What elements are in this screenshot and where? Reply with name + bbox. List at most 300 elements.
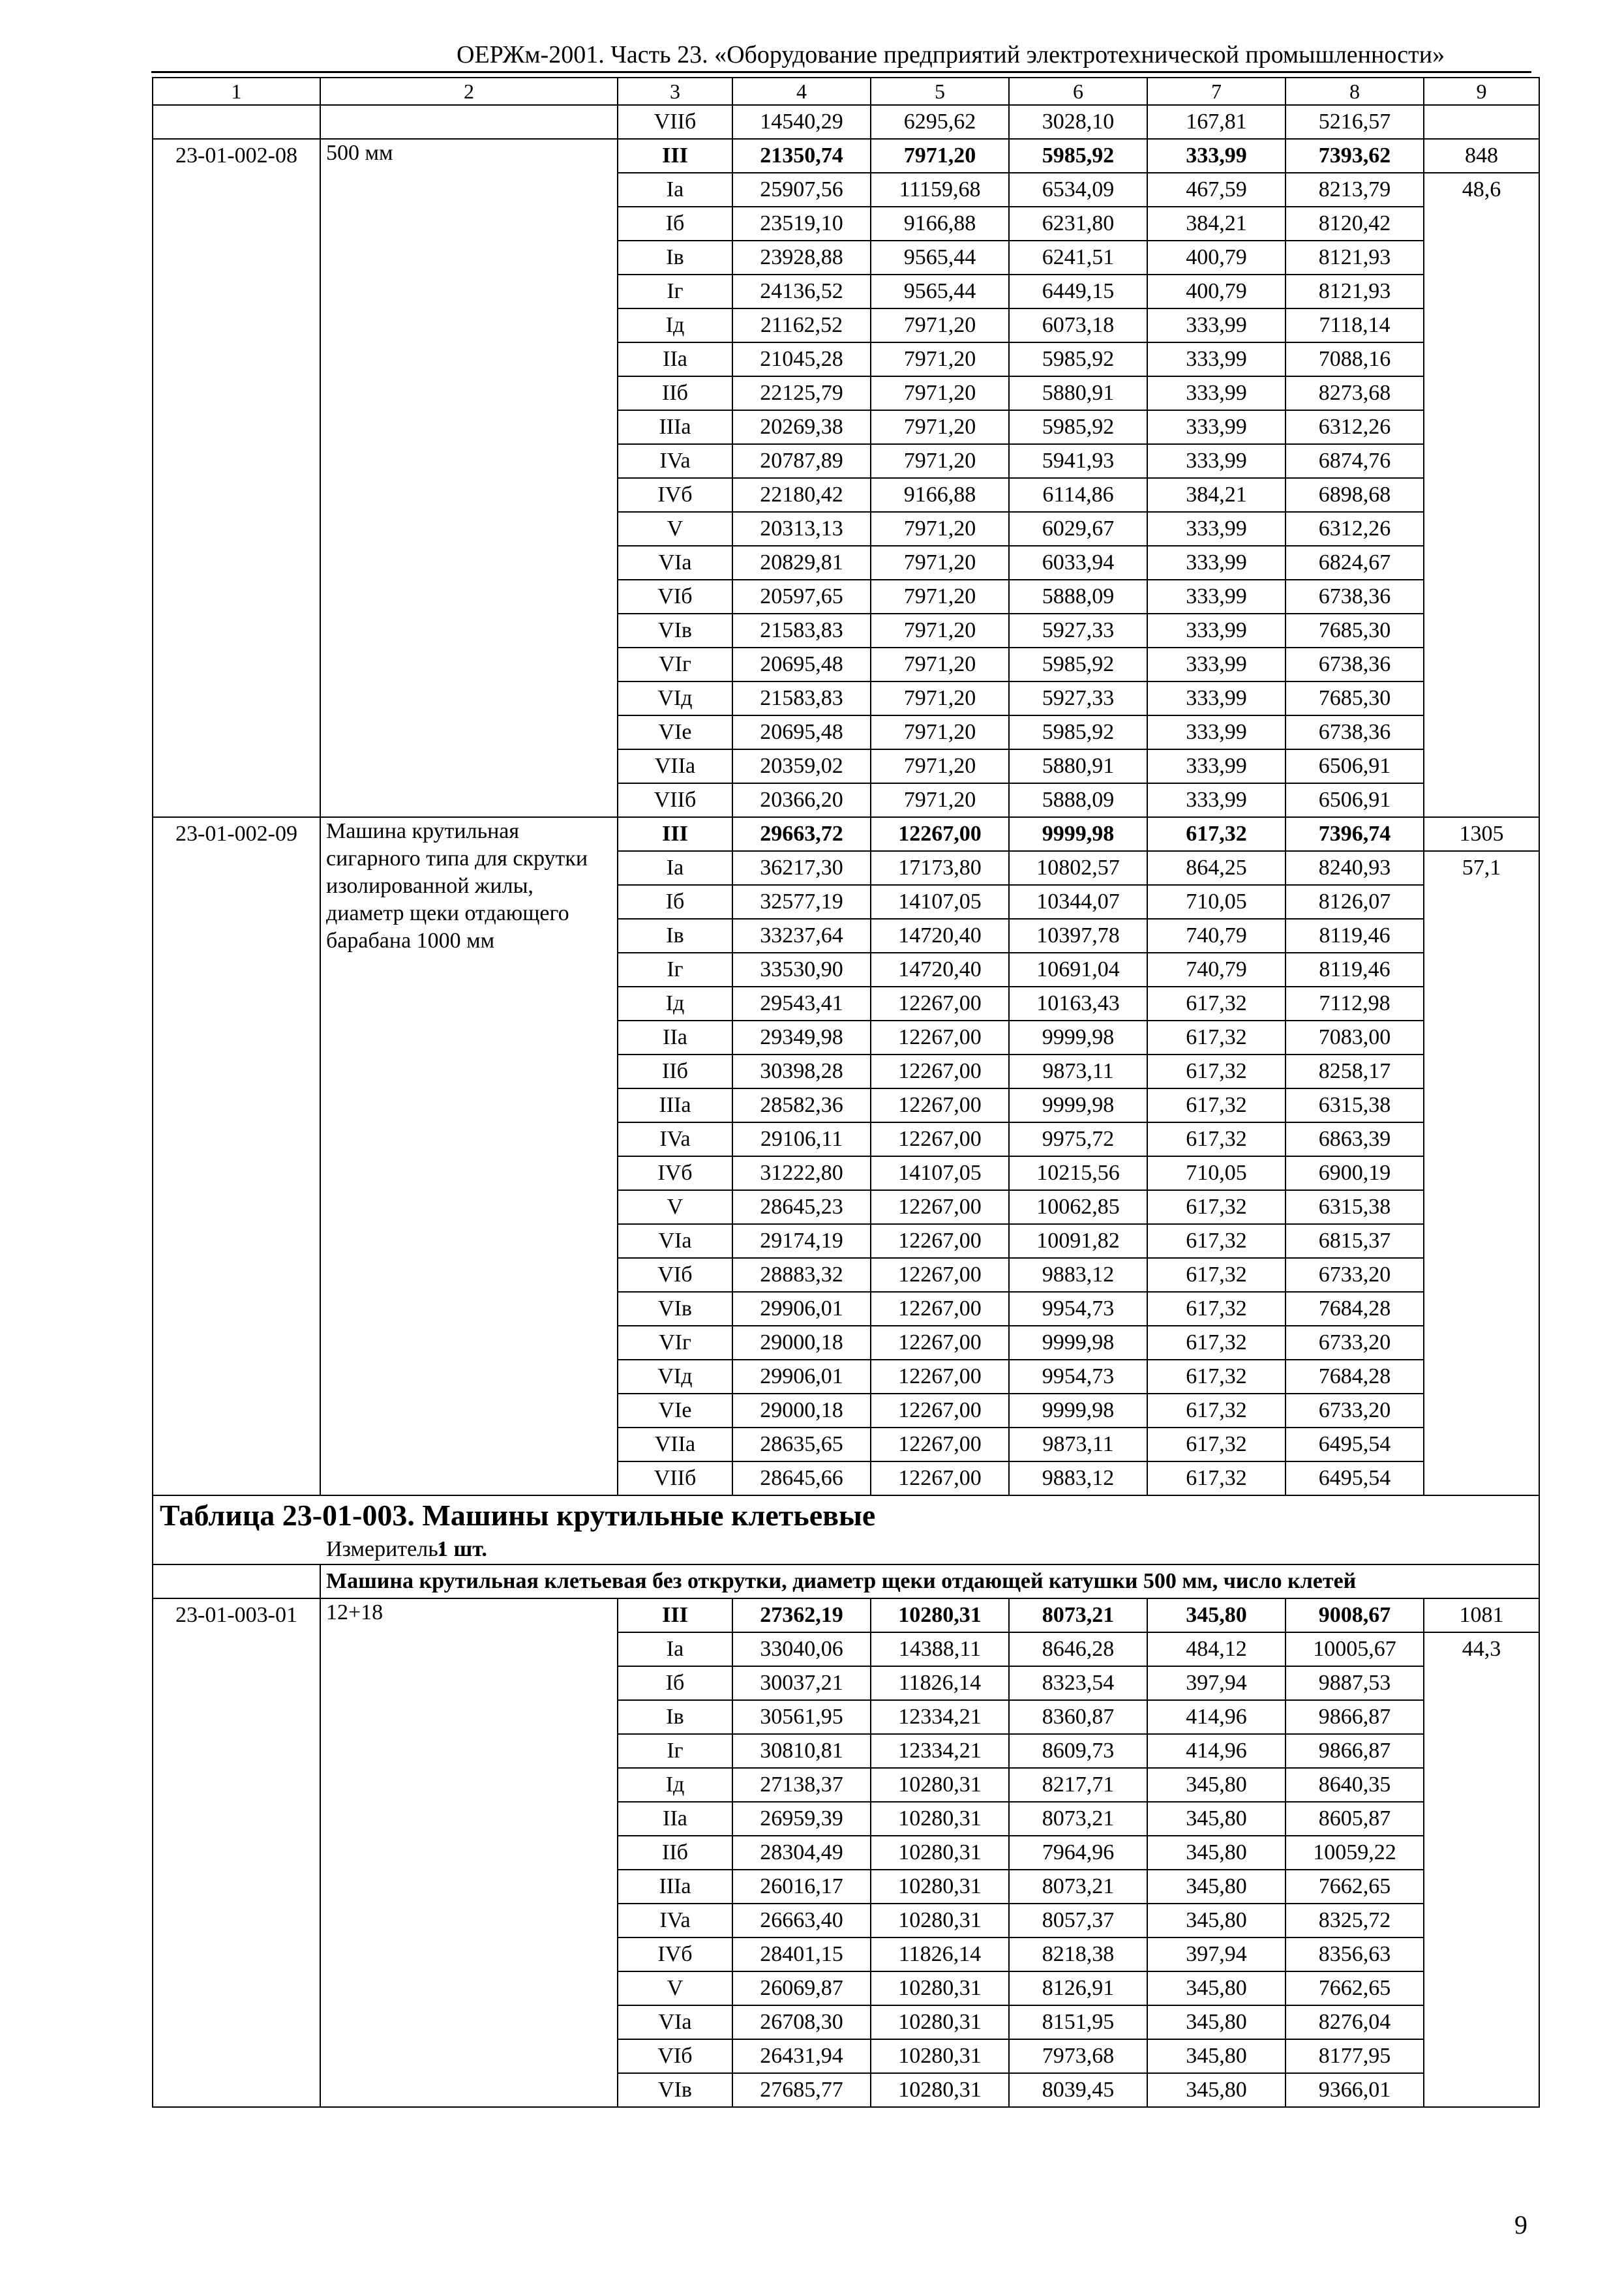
- value-cell-c4: 25907,56: [732, 173, 871, 207]
- value-cell-c5: 7971,20: [871, 410, 1009, 444]
- value-cell-c4: 26069,87: [732, 1971, 871, 2005]
- value-cell-c8: 6824,67: [1286, 546, 1424, 580]
- value-cell-c4: 20787,89: [732, 444, 871, 478]
- value-cell-c8: 6315,38: [1286, 1088, 1424, 1122]
- value-cell-c8: 7684,28: [1286, 1292, 1424, 1326]
- table-title-row: [153, 1495, 1539, 1535]
- value-cell-c8: 8640,35: [1286, 1768, 1424, 1802]
- column-number-row: [153, 78, 1539, 105]
- value-cell-c4: 21162,52: [732, 308, 871, 342]
- value-cell-c7: 333,99: [1147, 444, 1286, 478]
- value-cell-c6: 10215,56: [1009, 1156, 1147, 1190]
- column-number: 9: [1424, 78, 1539, 105]
- value-cell-c7: 414,96: [1147, 1734, 1286, 1768]
- zone-cell: VIб: [618, 580, 732, 614]
- value-cell-c4: 28883,32: [732, 1258, 871, 1292]
- value-cell-c7: 414,96: [1147, 1700, 1286, 1734]
- value-cell-c6: 10344,07: [1009, 885, 1147, 919]
- value-cell-c5: 7971,20: [871, 512, 1009, 546]
- zone-cell: Iд: [618, 987, 732, 1021]
- value-cell-c4: 21583,83: [732, 681, 871, 715]
- value-cell-c8: 9866,87: [1286, 1700, 1424, 1734]
- value-cell-c4: 26016,17: [732, 1870, 871, 1904]
- value-cell-c5: 7971,20: [871, 648, 1009, 681]
- value-cell-c7: 400,79: [1147, 241, 1286, 275]
- value-cell-c8: 6863,39: [1286, 1122, 1424, 1156]
- value-cell-c7: 333,99: [1147, 410, 1286, 444]
- value-cell-c5: 7971,20: [871, 139, 1009, 173]
- value-cell-c7: 333,99: [1147, 580, 1286, 614]
- value-cell-c8: 6733,20: [1286, 1394, 1424, 1428]
- zone-cell: VIв: [618, 2073, 732, 2107]
- header-rule: [151, 71, 1531, 73]
- value-cell-c8: 7685,30: [1286, 681, 1424, 715]
- value-cell-c4: 29663,72: [732, 817, 871, 851]
- value-cell-c6: 5880,91: [1009, 749, 1147, 783]
- value-cell-c8: 8119,46: [1286, 953, 1424, 987]
- value-cell-c4: 29174,19: [732, 1224, 871, 1258]
- value-cell-c5: 10280,31: [871, 1836, 1009, 1870]
- value-cell-c5: 12267,00: [871, 1461, 1009, 1495]
- value-cell-c6: 5927,33: [1009, 614, 1147, 648]
- zone-cell: IIa: [618, 1021, 732, 1055]
- zone-cell: IIIa: [618, 410, 732, 444]
- value-cell-c4: 33040,06: [732, 1632, 871, 1666]
- value-cell-c5: 7971,20: [871, 444, 1009, 478]
- value-cell-c6: 9883,12: [1009, 1461, 1147, 1495]
- value-cell-c6: 5941,93: [1009, 444, 1147, 478]
- zone-cell: Ia: [618, 1632, 732, 1666]
- zone-cell: Ia: [618, 851, 732, 885]
- value-cell-c6: 6073,18: [1009, 308, 1147, 342]
- value-cell-c5: 17173,80: [871, 851, 1009, 885]
- zone-cell: IVб: [618, 1937, 732, 1971]
- value-cell-c8: 6733,20: [1286, 1258, 1424, 1292]
- zone-cell: VIб: [618, 1258, 732, 1292]
- value-cell-c6: 5927,33: [1009, 681, 1147, 715]
- value-cell-c6: 10091,82: [1009, 1224, 1147, 1258]
- col9-top: 848: [1424, 139, 1539, 173]
- value-cell-c8: 5216,57: [1286, 105, 1424, 139]
- value-cell-c6: 9873,11: [1009, 1055, 1147, 1088]
- value-cell-c6: 6449,15: [1009, 275, 1147, 308]
- value-cell-c8: 6312,26: [1286, 410, 1424, 444]
- subheading-spacer: [153, 1564, 320, 1598]
- value-cell-c7: 345,80: [1147, 2073, 1286, 2107]
- col9-bottom: 44,3: [1424, 1632, 1539, 2107]
- value-cell-c8: 6900,19: [1286, 1156, 1424, 1190]
- zone-cell: VIIб: [618, 1461, 732, 1495]
- value-cell-c7: 333,99: [1147, 614, 1286, 648]
- value-cell-c7: 345,80: [1147, 1870, 1286, 1904]
- value-cell-c6: 5888,09: [1009, 783, 1147, 817]
- value-cell-c7: 617,32: [1147, 1088, 1286, 1122]
- value-cell-c7: 617,32: [1147, 987, 1286, 1021]
- value-cell-c7: 710,05: [1147, 885, 1286, 919]
- value-cell-c8: 8121,93: [1286, 275, 1424, 308]
- value-cell-c5: 14107,05: [871, 885, 1009, 919]
- zone-cell: VIe: [618, 1394, 732, 1428]
- value-cell-c7: 345,80: [1147, 1971, 1286, 2005]
- table-title: Таблица 23-01-003. Машины крутильные клетьевые: [153, 1495, 1539, 1535]
- zone-cell: III: [618, 817, 732, 851]
- zone-cell: III: [618, 1598, 732, 1632]
- value-cell-c8: 6738,36: [1286, 715, 1424, 749]
- zone-cell: Iв: [618, 241, 732, 275]
- zone-cell: VIд: [618, 1360, 732, 1394]
- value-cell-c7: 617,32: [1147, 1394, 1286, 1428]
- value-cell-c7: 333,99: [1147, 139, 1286, 173]
- value-cell-c5: 14720,40: [871, 919, 1009, 953]
- value-cell-c5: 10280,31: [871, 2039, 1009, 2073]
- value-cell-c6: 9999,98: [1009, 1021, 1147, 1055]
- value-cell-c5: 7971,20: [871, 715, 1009, 749]
- unit-label: Измеритель:: [326, 1537, 445, 1561]
- value-cell-c4: 21350,74: [732, 139, 871, 173]
- value-cell-c5: 7971,20: [871, 681, 1009, 715]
- table-row: [153, 817, 1539, 851]
- value-cell-c5: 10280,31: [871, 2073, 1009, 2107]
- value-cell-c4: 23928,88: [732, 241, 871, 275]
- value-cell-c7: 740,79: [1147, 919, 1286, 953]
- value-cell-c4: 21045,28: [732, 342, 871, 376]
- value-cell-c7: 333,99: [1147, 715, 1286, 749]
- zone-cell: IVб: [618, 478, 732, 512]
- value-cell-c8: 8273,68: [1286, 376, 1424, 410]
- value-cell-c4: 32577,19: [732, 885, 871, 919]
- value-cell-c8: 7088,16: [1286, 342, 1424, 376]
- value-cell-c5: 7971,20: [871, 308, 1009, 342]
- zone-cell: IIIa: [618, 1870, 732, 1904]
- value-cell-c6: 8218,38: [1009, 1937, 1147, 1971]
- value-cell-c6: 10802,57: [1009, 851, 1147, 885]
- value-cell-c7: 617,32: [1147, 1224, 1286, 1258]
- zone-cell: Iг: [618, 953, 732, 987]
- value-cell-c6: 8057,37: [1009, 1904, 1147, 1937]
- value-cell-c8: 10005,67: [1286, 1632, 1424, 1666]
- value-cell-c7: 617,32: [1147, 1292, 1286, 1326]
- value-cell-c8: 9887,53: [1286, 1666, 1424, 1700]
- column-number: 7: [1147, 78, 1286, 105]
- zone-cell: Iд: [618, 1768, 732, 1802]
- value-cell-c4: 30810,81: [732, 1734, 871, 1768]
- value-cell-c5: 10280,31: [871, 1971, 1009, 2005]
- value-cell-c7: 467,59: [1147, 173, 1286, 207]
- unit-row: [153, 1535, 1539, 1564]
- zone-cell: Iв: [618, 919, 732, 953]
- value-cell-c5: 12334,21: [871, 1700, 1009, 1734]
- value-cell-c5: 12267,00: [871, 1190, 1009, 1224]
- zone-cell: V: [618, 512, 732, 546]
- value-cell-c6: 8073,21: [1009, 1870, 1147, 1904]
- value-cell-c4: 20829,81: [732, 546, 871, 580]
- value-cell-c8: 8213,79: [1286, 173, 1424, 207]
- value-cell-c6: 6231,80: [1009, 207, 1147, 241]
- value-cell-c8: 8325,72: [1286, 1904, 1424, 1937]
- zone-cell: Iв: [618, 1700, 732, 1734]
- value-cell-c5: 11826,14: [871, 1937, 1009, 1971]
- value-cell-c5: 12267,00: [871, 1055, 1009, 1088]
- zone-cell: VIIб: [618, 105, 732, 139]
- value-cell-c8: 8258,17: [1286, 1055, 1424, 1088]
- value-cell-c8: 8126,07: [1286, 885, 1424, 919]
- value-cell-c7: 617,32: [1147, 1190, 1286, 1224]
- value-cell-c6: 8073,21: [1009, 1802, 1147, 1836]
- value-cell-c4: 21583,83: [732, 614, 871, 648]
- value-cell-c5: 12267,00: [871, 1021, 1009, 1055]
- zone-cell: VIa: [618, 1224, 732, 1258]
- table-row: [153, 139, 1539, 173]
- value-cell-c8: 6738,36: [1286, 580, 1424, 614]
- unit-value: 1 шт.: [437, 1537, 487, 1561]
- value-cell-c5: 7971,20: [871, 376, 1009, 410]
- value-cell-c4: 20359,02: [732, 749, 871, 783]
- value-cell-c6: 9999,98: [1009, 817, 1147, 851]
- value-cell-c7: 333,99: [1147, 546, 1286, 580]
- value-cell-c5: 12267,00: [871, 987, 1009, 1021]
- value-cell-c6: 8151,95: [1009, 2005, 1147, 2039]
- value-cell-c7: 617,32: [1147, 1021, 1286, 1055]
- value-cell-c8: 6506,91: [1286, 749, 1424, 783]
- zone-cell: VIд: [618, 681, 732, 715]
- value-cell-c8: 7393,62: [1286, 139, 1424, 173]
- value-cell-c4: 27362,19: [732, 1598, 871, 1632]
- value-cell-c8: 6315,38: [1286, 1190, 1424, 1224]
- value-cell-c6: 6033,94: [1009, 546, 1147, 580]
- zone-cell: IIa: [618, 1802, 732, 1836]
- value-cell-c4: 29349,98: [732, 1021, 871, 1055]
- value-cell-c7: 400,79: [1147, 275, 1286, 308]
- value-cell-c7: 333,99: [1147, 648, 1286, 681]
- code-cell: [153, 105, 320, 139]
- value-cell-c4: 30037,21: [732, 1666, 871, 1700]
- value-cell-c8: 6495,54: [1286, 1428, 1424, 1461]
- value-cell-c4: 26959,39: [732, 1802, 871, 1836]
- value-cell-c7: 617,32: [1147, 1122, 1286, 1156]
- value-cell-c4: 26431,94: [732, 2039, 871, 2073]
- value-cell-c6: 8217,71: [1009, 1768, 1147, 1802]
- value-cell-c8: 6733,20: [1286, 1326, 1424, 1360]
- value-cell-c4: 28304,49: [732, 1836, 871, 1870]
- value-cell-c4: 27685,77: [732, 2073, 871, 2107]
- value-cell-c4: 28582,36: [732, 1088, 871, 1122]
- value-cell-c6: 8073,21: [1009, 1598, 1147, 1632]
- value-cell-c4: 28645,23: [732, 1190, 871, 1224]
- value-cell-c4: 22125,79: [732, 376, 871, 410]
- value-cell-c4: 28645,66: [732, 1461, 871, 1495]
- col9-top: 1081: [1424, 1598, 1539, 1632]
- value-cell-c7: 864,25: [1147, 851, 1286, 885]
- zone-cell: IIa: [618, 342, 732, 376]
- item-name: 500 мм: [320, 139, 618, 817]
- value-cell-c4: 30398,28: [732, 1055, 871, 1088]
- column-number: 1: [153, 78, 320, 105]
- value-cell-c7: 710,05: [1147, 1156, 1286, 1190]
- item-code: 23-01-003-01: [153, 1598, 320, 2107]
- column-number: 3: [618, 78, 732, 105]
- value-cell-c5: 10280,31: [871, 2005, 1009, 2039]
- value-cell-c6: 10062,85: [1009, 1190, 1147, 1224]
- value-cell-c6: 8126,91: [1009, 1971, 1147, 2005]
- value-cell-c5: 12267,00: [871, 1224, 1009, 1258]
- value-cell-c7: 617,32: [1147, 1428, 1286, 1461]
- value-cell-c5: 14107,05: [871, 1156, 1009, 1190]
- value-cell-c6: 8609,73: [1009, 1734, 1147, 1768]
- value-cell-c4: 27138,37: [732, 1768, 871, 1802]
- value-cell-c6: 10691,04: [1009, 953, 1147, 987]
- zone-cell: Iб: [618, 885, 732, 919]
- value-cell-c7: 333,99: [1147, 342, 1286, 376]
- norms-table: [152, 77, 1540, 2108]
- value-cell-c7: 397,94: [1147, 1937, 1286, 1971]
- zone-cell: Ia: [618, 173, 732, 207]
- item-name: Машина крутильная сигарного типа для скрутки изолированной жилы, диаметр щеки отдающего барабана 1000 мм: [320, 817, 618, 1495]
- value-cell-c8: 8120,42: [1286, 207, 1424, 241]
- value-cell-c5: 12267,00: [871, 1088, 1009, 1122]
- value-cell-c8: 7662,65: [1286, 1870, 1424, 1904]
- value-cell-c4: 26708,30: [732, 2005, 871, 2039]
- zone-cell: III: [618, 139, 732, 173]
- value-cell-c4: 31222,80: [732, 1156, 871, 1190]
- value-cell-c6: 5985,92: [1009, 648, 1147, 681]
- value-cell-c8: 8177,95: [1286, 2039, 1424, 2073]
- value-cell-c8: 7112,98: [1286, 987, 1424, 1021]
- value-cell-c7: 384,21: [1147, 207, 1286, 241]
- value-cell-c8: 6898,68: [1286, 478, 1424, 512]
- col9-bottom: 57,1: [1424, 851, 1539, 1495]
- value-cell-c8: 7396,74: [1286, 817, 1424, 851]
- value-cell-c8: 7684,28: [1286, 1360, 1424, 1394]
- value-cell-c5: 10280,31: [871, 1768, 1009, 1802]
- column-number: 6: [1009, 78, 1147, 105]
- zone-cell: VIIб: [618, 783, 732, 817]
- zone-cell: IVa: [618, 444, 732, 478]
- value-cell-c4: 29906,01: [732, 1292, 871, 1326]
- value-cell-c6: 9999,98: [1009, 1088, 1147, 1122]
- value-cell-c8: 8356,63: [1286, 1937, 1424, 1971]
- value-cell-c7: 333,99: [1147, 376, 1286, 410]
- value-cell-c4: 28401,15: [732, 1937, 871, 1971]
- subheading-row: [153, 1564, 1539, 1598]
- value-cell-c8: 8605,87: [1286, 1802, 1424, 1836]
- value-cell-c6: 8360,87: [1009, 1700, 1147, 1734]
- value-cell-c8: 9866,87: [1286, 1734, 1424, 1768]
- unit-cell: [153, 1535, 1539, 1564]
- value-cell-c6: 5985,92: [1009, 715, 1147, 749]
- value-cell-c6: 3028,10: [1009, 105, 1147, 139]
- value-cell-c7: 617,32: [1147, 1461, 1286, 1495]
- zone-cell: Iд: [618, 308, 732, 342]
- item-name: 12+18: [320, 1598, 618, 2107]
- value-cell-c7: 345,80: [1147, 1598, 1286, 1632]
- value-cell-c5: 12267,00: [871, 1122, 1009, 1156]
- value-cell-c7: 617,32: [1147, 1258, 1286, 1292]
- page-number: 9: [1514, 2210, 1527, 2239]
- value-cell-c5: 9565,44: [871, 241, 1009, 275]
- value-cell-c4: 28635,65: [732, 1428, 871, 1461]
- value-cell-c5: 12267,00: [871, 1292, 1009, 1326]
- value-cell-c4: 33530,90: [732, 953, 871, 987]
- value-cell-c6: 5888,09: [1009, 580, 1147, 614]
- value-cell-c8: 7083,00: [1286, 1021, 1424, 1055]
- col9-cell: [1424, 105, 1539, 139]
- zone-cell: VIв: [618, 1292, 732, 1326]
- value-cell-c6: 6534,09: [1009, 173, 1147, 207]
- column-number: 4: [732, 78, 871, 105]
- value-cell-c7: 345,80: [1147, 2039, 1286, 2073]
- value-cell-c4: 20269,38: [732, 410, 871, 444]
- zone-cell: V: [618, 1190, 732, 1224]
- col9-top: 1305: [1424, 817, 1539, 851]
- value-cell-c5: 10280,31: [871, 1598, 1009, 1632]
- value-cell-c6: 5985,92: [1009, 342, 1147, 376]
- value-cell-c4: 29106,11: [732, 1122, 871, 1156]
- zone-cell: VIIa: [618, 1428, 732, 1461]
- value-cell-c8: 8240,93: [1286, 851, 1424, 885]
- zone-cell: Iб: [618, 207, 732, 241]
- value-cell-c6: 5985,92: [1009, 139, 1147, 173]
- item-code: 23-01-002-08: [153, 139, 320, 817]
- value-cell-c5: 9166,88: [871, 207, 1009, 241]
- value-cell-c8: 9366,01: [1286, 2073, 1424, 2107]
- value-cell-c5: 11159,68: [871, 173, 1009, 207]
- value-cell-c7: 345,80: [1147, 1802, 1286, 1836]
- value-cell-c6: 9975,72: [1009, 1122, 1147, 1156]
- zone-cell: IIIa: [618, 1088, 732, 1122]
- value-cell-c7: 333,99: [1147, 681, 1286, 715]
- value-cell-c6: 5880,91: [1009, 376, 1147, 410]
- table-row: [153, 105, 1539, 139]
- col9-bottom: 48,6: [1424, 173, 1539, 817]
- value-cell-c6: 9999,98: [1009, 1326, 1147, 1360]
- value-cell-c6: 9954,73: [1009, 1292, 1147, 1326]
- value-cell-c5: 12267,00: [871, 1258, 1009, 1292]
- value-cell-c7: 345,80: [1147, 1904, 1286, 1937]
- value-cell-c4: 22180,42: [732, 478, 871, 512]
- value-cell-c7: 617,32: [1147, 1055, 1286, 1088]
- value-cell-c5: 9565,44: [871, 275, 1009, 308]
- value-cell-c5: 7971,20: [871, 783, 1009, 817]
- value-cell-c5: 7971,20: [871, 749, 1009, 783]
- value-cell-c7: 617,32: [1147, 1326, 1286, 1360]
- value-cell-c7: 484,12: [1147, 1632, 1286, 1666]
- zone-cell: IVa: [618, 1904, 732, 1937]
- value-cell-c8: 6312,26: [1286, 512, 1424, 546]
- value-cell-c7: 167,81: [1147, 105, 1286, 139]
- name-cell: [320, 105, 618, 139]
- value-cell-c5: 14388,11: [871, 1632, 1009, 1666]
- value-cell-c5: 12267,00: [871, 817, 1009, 851]
- value-cell-c6: 7973,68: [1009, 2039, 1147, 2073]
- value-cell-c6: 10163,43: [1009, 987, 1147, 1021]
- value-cell-c7: 740,79: [1147, 953, 1286, 987]
- value-cell-c8: 7118,14: [1286, 308, 1424, 342]
- zone-cell: VIe: [618, 715, 732, 749]
- value-cell-c8: 6506,91: [1286, 783, 1424, 817]
- value-cell-c4: 29000,18: [732, 1394, 871, 1428]
- value-cell-c7: 333,99: [1147, 308, 1286, 342]
- value-cell-c5: 6295,62: [871, 105, 1009, 139]
- zone-cell: Iг: [618, 275, 732, 308]
- value-cell-c8: 8121,93: [1286, 241, 1424, 275]
- zone-cell: IIб: [618, 376, 732, 410]
- value-cell-c6: 5985,92: [1009, 410, 1147, 444]
- zone-cell: IIб: [618, 1836, 732, 1870]
- value-cell-c6: 9999,98: [1009, 1394, 1147, 1428]
- value-cell-c4: 14540,29: [732, 105, 871, 139]
- value-cell-c6: 6029,67: [1009, 512, 1147, 546]
- value-cell-c6: 6114,86: [1009, 478, 1147, 512]
